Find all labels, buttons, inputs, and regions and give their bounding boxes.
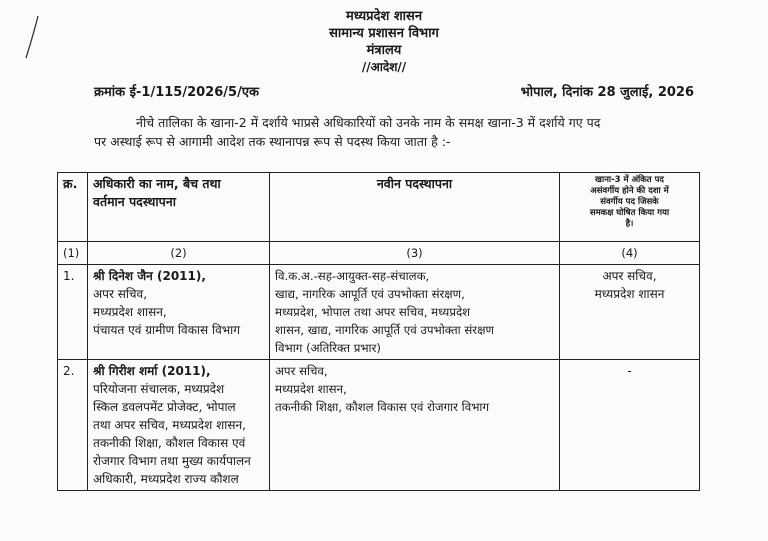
header-officer	[88, 173, 270, 242]
secretariat-name: मंत्रालय	[366, 43, 402, 58]
new-posting-cell	[270, 265, 560, 360]
intro-paragraph	[94, 113, 718, 151]
column-number: (1)	[58, 242, 88, 265]
officer-cell	[88, 265, 270, 360]
new-posting-line: वि.क.अ.-सह-आयुक्त-सह-संचालक,	[275, 269, 430, 283]
header-remark-line-3: संवर्गीय पद जिसके	[600, 197, 659, 207]
current-posting-line: स्किल डवलपमेंट प्रोजेक्ट, भोपाल	[93, 400, 236, 414]
column-number-row	[58, 242, 700, 265]
column-number: (3)	[270, 242, 560, 265]
new-posting-cell	[270, 360, 560, 491]
header-remark-line-2: असंवर्गीय होने की दशा में	[590, 186, 669, 196]
remark-line: मध्यप्रदेश शासन	[594, 287, 665, 301]
table-row	[58, 360, 700, 491]
remark-line: -	[627, 364, 632, 378]
officer-name: श्री गिरीश शर्मा (2011),	[93, 364, 211, 378]
remark-line: अपर सचिव,	[602, 269, 657, 283]
department-name: सामान्य प्रशासन विभाग	[329, 26, 439, 41]
new-posting-line: मध्यप्रदेश, भोपाल तथा अपर सचिव, मध्यप्रदेश	[275, 305, 471, 319]
header-remark	[560, 173, 700, 242]
remark-cell	[560, 360, 700, 491]
header-officer-line-1: अधिकारी का नाम, बैच तथा	[93, 176, 221, 191]
new-posting-line: शासन, खाद्य, नागरिक आपूर्ति एवं उपभोक्ता संरक्षण	[275, 323, 494, 337]
header-remark-line-5: है।	[625, 219, 634, 229]
row-serial: 1.	[58, 265, 88, 360]
current-posting-line: रोजगार विभाग तथा मुख्य कार्यपालन	[93, 454, 251, 468]
header-officer-line-2: वर्तमान पदस्थापना	[93, 194, 176, 209]
column-number: (2)	[88, 242, 270, 265]
column-number: (4)	[560, 242, 700, 265]
new-posting-line: विभाग (अतिरिक्त प्रभार)	[275, 341, 381, 355]
posting-table	[57, 172, 700, 491]
document-header	[0, 8, 768, 76]
header-remark-line-1: खाना-3 में अंकित पद	[595, 175, 664, 185]
table-row	[58, 265, 700, 360]
officer-name: श्री दिनेश जैन (2011),	[93, 269, 206, 283]
remark-cell	[560, 265, 700, 360]
row-serial: 2.	[58, 360, 88, 491]
new-posting-line: अपर सचिव,	[275, 364, 328, 378]
header-remark-line-4: समकक्ष घोषित किया गया	[589, 208, 670, 218]
current-posting-line: तकनीकी शिक्षा, कौशल विकास एवं	[93, 436, 246, 450]
place-date: भोपाल, दिनांक 28 जुलाई, 2026	[520, 85, 694, 100]
order-title: //आदेश//	[361, 60, 407, 74]
current-posting-line: अपर सचिव,	[93, 287, 148, 301]
header-serial: क्र.	[58, 173, 88, 242]
new-posting-line: खाद्य, नागरिक आपूर्ति एवं उपभोक्ता संरक्षण,	[275, 287, 465, 301]
table-header-row	[58, 173, 700, 242]
intro-line-1: नीचे तालिका के खाना-2 में दर्शाये भाप्रसे अधिकारियों को उनके नाम के समक्ष खाना-3 में दर्शाये गए पद	[136, 115, 601, 130]
current-posting-line: पंचायत एवं ग्रामीण विकास विभाग	[93, 323, 241, 337]
intro-line-2: पर अस्थाई रूप से आगामी आदेश तक स्थानापन्न रूप से पदस्थ किया जाता है :-	[94, 134, 451, 149]
order-number: क्रमांक ई-1/115/2026/5/एक	[94, 85, 259, 100]
current-posting-line: अधिकारी, मध्यप्रदेश राज्य कौशल	[93, 472, 239, 486]
new-posting-line: मध्यप्रदेश शासन,	[275, 382, 347, 396]
govt-name: मध्यप्रदेश शासन	[345, 9, 423, 24]
header-new-posting: नवीन पदस्थापना	[270, 173, 560, 242]
new-posting-line: तकनीकी शिक्षा, कौशल विकास एवं रोजगार विभाग	[275, 400, 490, 414]
current-posting-line: परियोजना संचालक, मध्यप्रदेश	[93, 382, 225, 396]
current-posting-line: मध्यप्रदेश शासन,	[93, 305, 167, 319]
officer-cell	[88, 360, 270, 491]
current-posting-line: तथा अपर सचिव, मध्यप्रदेश शासन,	[93, 418, 246, 432]
